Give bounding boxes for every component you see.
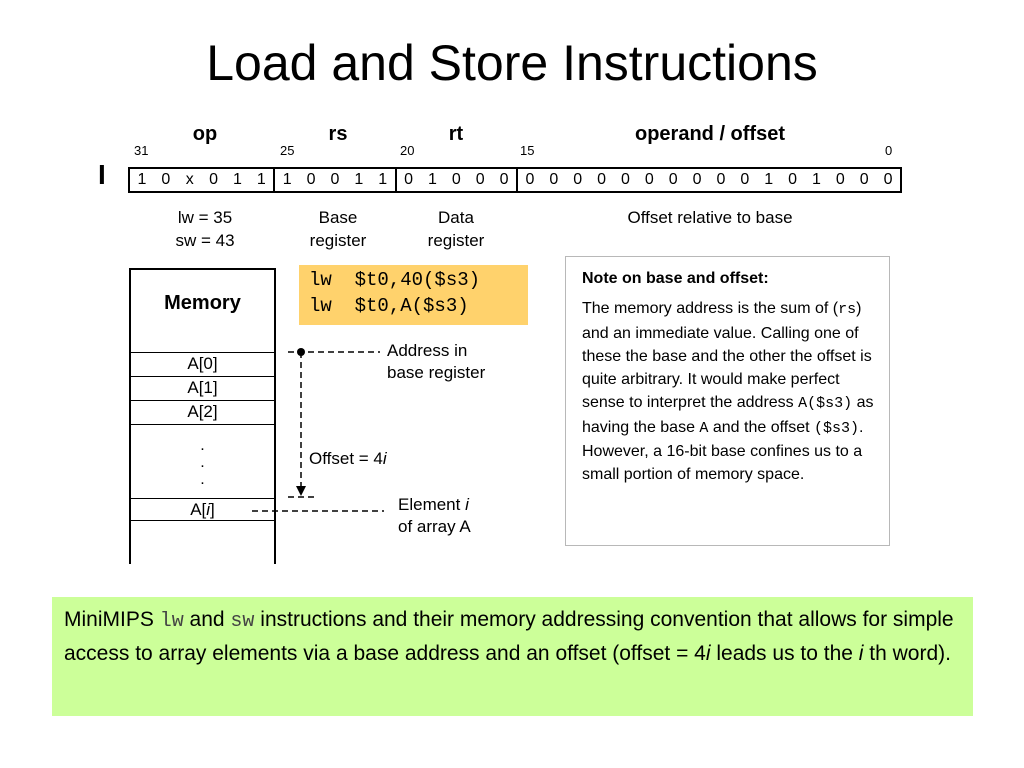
field-offset-label: operand / offset bbox=[634, 123, 785, 145]
memory-cell-ai-var: i bbox=[206, 500, 211, 519]
bit-cell: 1 bbox=[427, 171, 437, 188]
caption-var: i bbox=[705, 642, 711, 665]
note-code: rs bbox=[838, 301, 857, 319]
format-label: I bbox=[98, 159, 106, 190]
address-label bbox=[387, 340, 485, 384]
rt-description-line2: register bbox=[427, 231, 485, 250]
field-rt-label: rt bbox=[448, 123, 464, 145]
caption-text: and bbox=[183, 608, 231, 631]
bit-cell: 1 bbox=[137, 171, 147, 188]
bit-cell: 1 bbox=[249, 169, 275, 191]
caption-text: MiniMIPS bbox=[64, 608, 160, 631]
bit-cell: 1 bbox=[371, 169, 397, 191]
caption-text: th word). bbox=[863, 642, 951, 665]
bit-number-0: 0 bbox=[885, 143, 893, 158]
note-title: Note on base and offset: bbox=[582, 270, 769, 287]
memory-cell-ai-prefix: A[ bbox=[190, 500, 207, 519]
bit-cell: 0 bbox=[692, 171, 702, 188]
memory-ellipsis-dot: . bbox=[200, 454, 205, 471]
code-line-2: lw $t0,A($s3) bbox=[309, 295, 469, 317]
memory-ellipsis-dot: . bbox=[200, 437, 205, 454]
memory-cell-a2: A[2] bbox=[129, 400, 276, 423]
bit-cell: 1 bbox=[282, 171, 292, 188]
memory-title: Memory bbox=[164, 292, 241, 314]
bit-number-31: 31 bbox=[134, 143, 149, 158]
caption-code: lw bbox=[159, 610, 184, 633]
bit-number-15: 15 bbox=[520, 143, 535, 158]
memory-ellipsis-dot: . bbox=[200, 471, 205, 488]
offset-label bbox=[309, 448, 387, 470]
note-text: and the offset bbox=[708, 418, 814, 436]
bit-cell: 0 bbox=[883, 171, 893, 188]
bit-cell: 0 bbox=[620, 171, 630, 188]
note-text: The memory address is the sum of ( bbox=[582, 300, 839, 318]
bit-cell: 0 bbox=[161, 171, 171, 188]
bit-cell: 0 bbox=[492, 169, 518, 191]
bit-cell: 1 bbox=[811, 171, 821, 188]
note-text: . However, a 16-bit base confines us to a small portion of memory space. bbox=[582, 418, 864, 484]
element-label-var: i bbox=[465, 495, 469, 514]
memory-cell-ai-suffix: ] bbox=[210, 500, 215, 519]
offset-description: Offset relative to base bbox=[627, 208, 793, 227]
bit-cell: 0 bbox=[835, 171, 845, 188]
op-description-line2: sw = 43 bbox=[175, 231, 235, 250]
bit-cell: 0 bbox=[404, 171, 414, 188]
bit-cell: 1 bbox=[232, 171, 242, 188]
bit-cell: 0 bbox=[573, 171, 583, 188]
bit-cell: 0 bbox=[475, 171, 485, 188]
caption-var: i bbox=[858, 642, 864, 665]
note-body bbox=[582, 297, 877, 486]
note-code: A bbox=[699, 419, 709, 437]
bit-cell: x bbox=[185, 171, 194, 188]
bit-cell: 1 bbox=[354, 171, 364, 188]
memory-cell-a0: A[0] bbox=[129, 352, 276, 375]
page-title: Load and Store Instructions bbox=[206, 35, 818, 91]
element-label bbox=[398, 494, 471, 538]
memory-cell-a1: A[1] bbox=[129, 376, 276, 399]
element-label-text: Element bbox=[398, 495, 466, 514]
address-label-line1: Address in bbox=[387, 341, 468, 360]
bit-cell: 0 bbox=[859, 171, 869, 188]
bit-cell: 0 bbox=[740, 171, 750, 188]
caption-code: sw bbox=[230, 610, 255, 633]
note-code: A($s3) bbox=[798, 395, 853, 413]
note-box bbox=[565, 256, 890, 546]
bit-number-25: 25 bbox=[280, 143, 295, 158]
rt-description-line1: Data bbox=[438, 208, 474, 227]
address-label-line2: base register bbox=[387, 363, 486, 382]
bit-cell: 0 bbox=[306, 171, 316, 188]
rs-description-line1: Base bbox=[318, 208, 358, 227]
address-dot-icon bbox=[297, 348, 305, 356]
element-label-line2: of array A bbox=[398, 517, 471, 536]
offset-label-text: Offset = 4 bbox=[309, 449, 383, 468]
code-line-1: lw $t0,40($s3) bbox=[309, 269, 481, 291]
field-rs-label: rs bbox=[328, 123, 348, 145]
note-text: as having the base bbox=[582, 394, 874, 436]
caption-text: leads us to the bbox=[710, 642, 859, 665]
bit-cell: 0 bbox=[716, 171, 726, 188]
bit-cell: 0 bbox=[597, 171, 607, 188]
bit-cell: 0 bbox=[525, 171, 535, 188]
note-text: ) and an immediate value. Calling one of these the base and the other the offset is quite arbitrary. It would make perfect sense to interpret the address bbox=[582, 300, 872, 412]
bit-cell: 0 bbox=[788, 171, 798, 188]
bit-cell: 0 bbox=[330, 171, 340, 188]
op-description-line1: lw = 35 bbox=[177, 208, 233, 227]
bit-number-20: 20 bbox=[400, 143, 415, 158]
bit-cell: 0 bbox=[549, 171, 559, 188]
rs-description-line2: register bbox=[309, 231, 367, 250]
note-code: ($s3) bbox=[814, 419, 860, 437]
offset-label-var: i bbox=[382, 449, 387, 468]
arrow-head-icon bbox=[296, 486, 306, 496]
caption-text: instructions and their memory addressing convention that allows for simple access to array elements via a base address and an offset (offset = 4 bbox=[64, 608, 954, 665]
bit-cell: 1 bbox=[764, 171, 774, 188]
bit-cell: 0 bbox=[451, 171, 461, 188]
bit-cell: 0 bbox=[644, 171, 654, 188]
field-op-label: op bbox=[192, 123, 218, 145]
bit-cell: 0 bbox=[668, 171, 678, 188]
caption-box bbox=[52, 597, 973, 716]
bit-cell: 0 bbox=[209, 171, 219, 188]
